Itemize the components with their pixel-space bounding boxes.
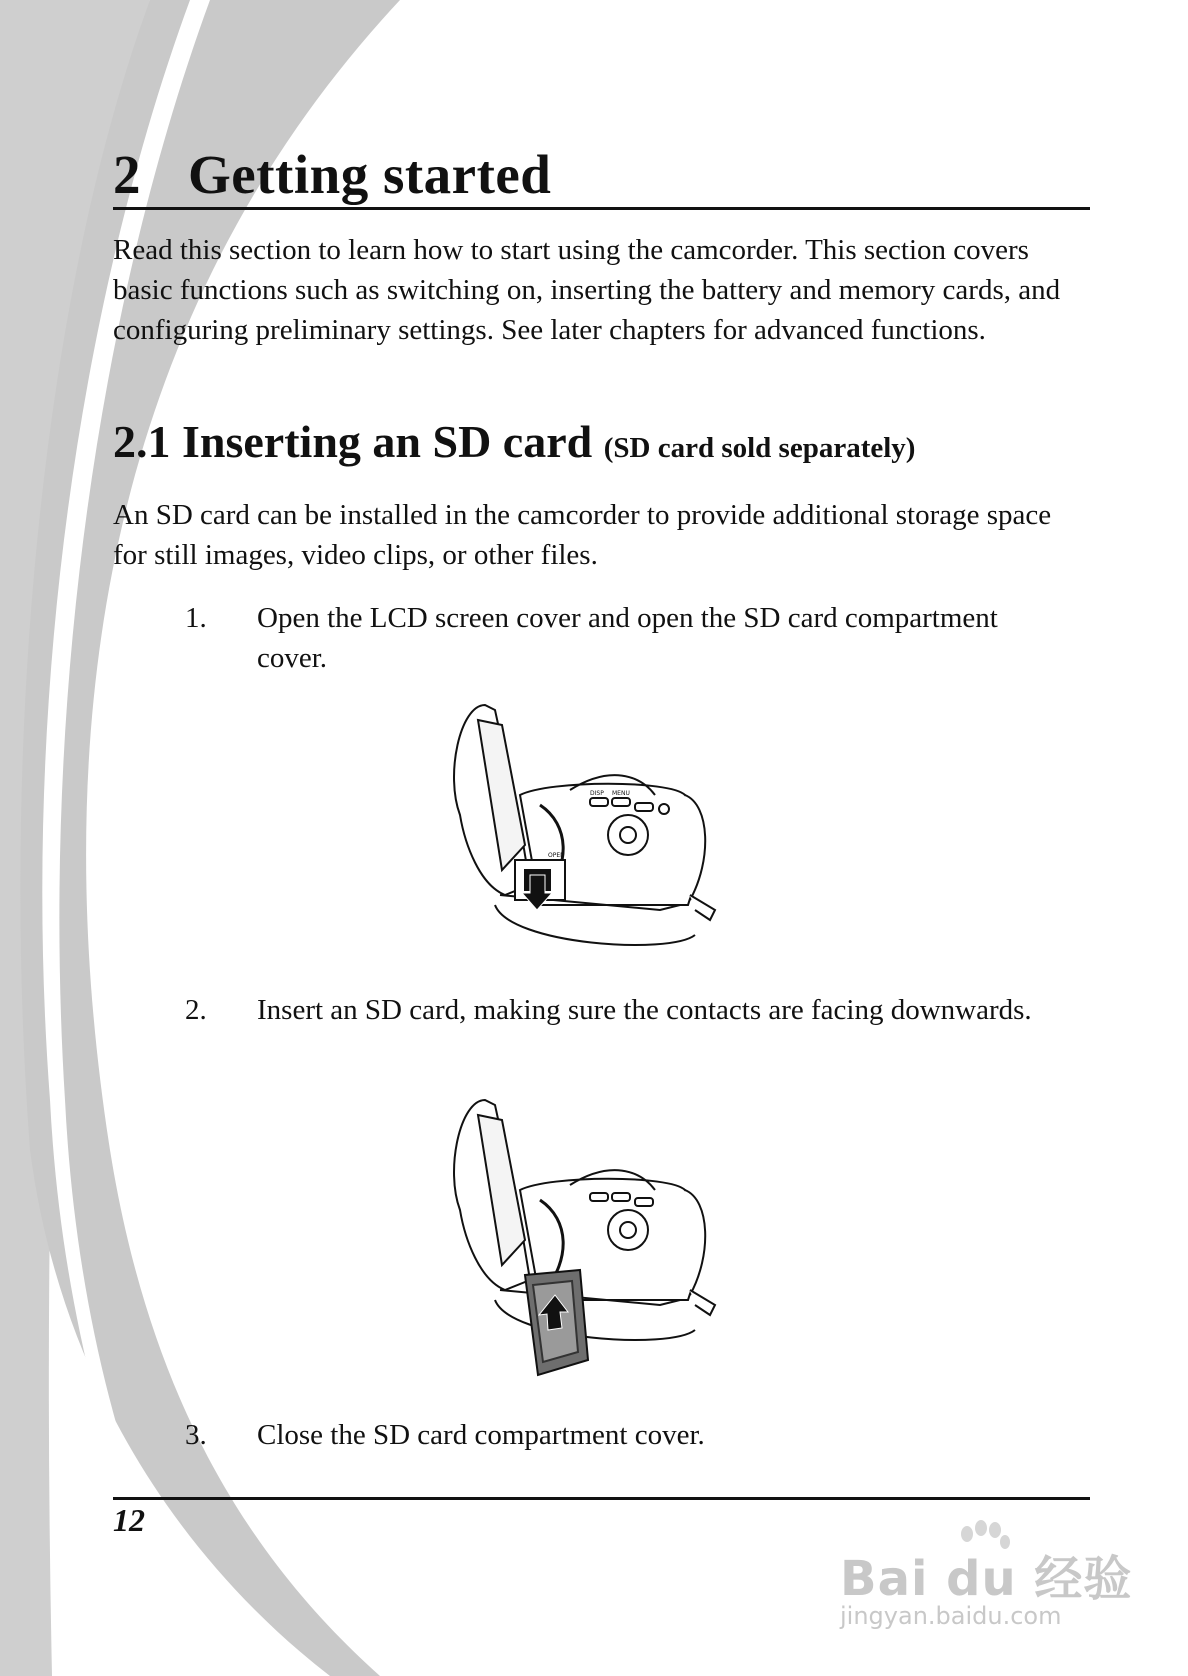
baidu-watermark	[840, 1520, 1140, 1640]
footer-rule	[113, 1497, 1090, 1500]
chapter-title	[113, 140, 551, 210]
chapter-intro: Read this section to learn how to start using the camcorder. This section covers basic functions such as switching on, inserting the battery and memory cards, and configuring preliminary settings. See later chapters for advanced functions.	[113, 234, 1061, 346]
watermark-url: jingyan.baidu.com	[840, 1602, 1062, 1630]
chapter-number: 2	[113, 144, 141, 205]
page-number: 12	[113, 1502, 145, 1538]
chapter-title-text: Getting started	[188, 144, 552, 205]
step-text: Close the SD card compartment cover.	[257, 1419, 705, 1451]
section-title-text: 2.1 Inserting an SD card	[113, 416, 593, 467]
step-text: Open the LCD screen cover and open the SD card compartment cover.	[257, 602, 998, 674]
step-text: Insert an SD card, making sure the contacts are facing downwards.	[257, 994, 1032, 1026]
section-subtitle: (SD card sold separately)	[603, 432, 916, 464]
title-underline	[113, 207, 1090, 210]
step-number: 3.	[185, 1419, 207, 1451]
camcorder-insert-card-illustration	[440, 1090, 750, 1390]
camcorder-open-cover-illustration	[440, 695, 750, 975]
step-number: 2.	[185, 994, 207, 1026]
step-number: 1.	[185, 602, 207, 634]
menu-label: MENU	[612, 790, 630, 797]
section-title	[113, 412, 915, 478]
disp-label: DISP	[590, 790, 604, 797]
section-intro: An SD card can be installed in the camcorder to provide additional storage space for still images, video clips, or other files.	[113, 499, 1052, 571]
open-label: OPEN	[548, 852, 565, 859]
watermark-brand: Bai du 经验	[840, 1551, 1133, 1607]
